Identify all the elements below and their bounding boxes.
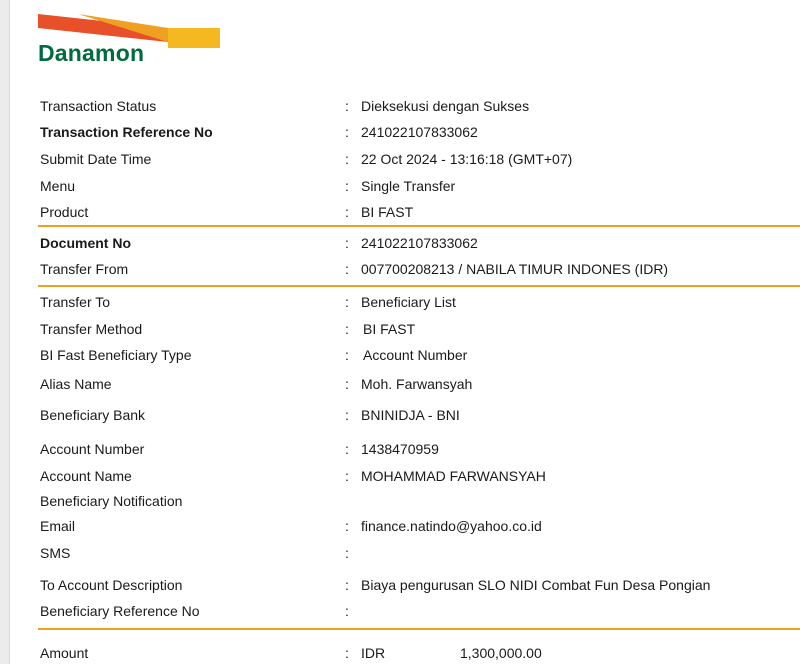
row-label: Submit Date Time (40, 151, 152, 167)
beneficiary-bank-row (40, 404, 800, 426)
row-value: Dieksekusi dengan Sukses (361, 98, 530, 114)
row-separator: : (345, 98, 349, 114)
row-label: Transfer Method (40, 321, 143, 337)
row-separator: : (345, 261, 349, 277)
row-separator: : (345, 204, 349, 220)
transaction-status-row (40, 95, 800, 117)
account-name-row (40, 465, 800, 487)
transaction-reference-row (40, 121, 800, 143)
row-value: 22 Oct 2024 - 13:16:18 (GMT+07) (361, 151, 573, 167)
row-label: Account Number (40, 441, 145, 457)
row-label: Email (40, 518, 76, 534)
row-separator: : (345, 545, 349, 561)
row-value: BI FAST (361, 204, 414, 220)
row-separator: : (345, 376, 349, 392)
row-label: Transfer To (40, 294, 111, 310)
row-separator: : (345, 468, 349, 484)
row-label: Document No (40, 235, 131, 251)
row-value: MOHAMMAD FARWANSYAH (361, 468, 546, 484)
row-label: Transaction Reference No (40, 124, 213, 140)
danamon-logo (38, 14, 222, 66)
row-value: 241022107833062 (361, 235, 478, 251)
submit-date-row (40, 148, 800, 170)
row-separator: : (345, 518, 349, 534)
row-value: Beneficiary List (361, 294, 456, 310)
product-row (40, 201, 800, 223)
menu-row (40, 175, 800, 197)
document-no-row (40, 232, 800, 254)
alias-name-row (40, 373, 800, 395)
row-separator: : (345, 294, 349, 310)
section-divider (38, 225, 800, 227)
row-label: Account Name (40, 468, 132, 484)
transfer-method-row (40, 318, 800, 340)
row-value: finance.natindo@yahoo.co.id (361, 518, 542, 534)
row-value: Single Transfer (361, 178, 456, 194)
row-separator: : (345, 441, 349, 457)
row-separator: : (345, 347, 349, 363)
row-label: BI Fast Beneficiary Type (40, 347, 192, 363)
row-label: Beneficiary Notification (40, 493, 183, 509)
transfer-from-row (40, 258, 800, 280)
row-value: 007700208213 / NABILA TIMUR INDONES (IDR) (361, 261, 669, 277)
row-separator: : (345, 151, 349, 167)
to-account-description-row (40, 574, 800, 596)
row-separator: : (345, 603, 349, 619)
amount-label: Amount (40, 645, 89, 661)
row-value: Moh. Farwansyah (361, 376, 473, 392)
row-label: Transfer From (40, 261, 129, 277)
bi-fast-beneficiary-type-row (40, 344, 800, 366)
email-row (40, 515, 800, 537)
row-value: BNINIDJA - BNI (361, 407, 460, 423)
row-label: Beneficiary Reference No (40, 603, 200, 619)
row-value: BI FAST (363, 321, 416, 337)
beneficiary-notification-row (40, 490, 800, 512)
sms-row (40, 542, 800, 564)
row-label: To Account Description (40, 577, 183, 593)
row-label: SMS (40, 545, 71, 561)
row-value: Biaya pengurusan SLO NIDI Combat Fun Desa Pongian (361, 577, 711, 593)
row-value: 1438470959 (361, 441, 439, 457)
row-label: Transaction Status (40, 98, 157, 114)
row-label: Menu (40, 178, 76, 194)
row-separator: : (345, 577, 349, 593)
row-label: Beneficiary Bank (40, 407, 146, 423)
row-value: 241022107833062 (361, 124, 478, 140)
section-divider (38, 628, 800, 630)
row-separator: : (345, 321, 349, 337)
account-number-row (40, 438, 800, 460)
amount-value: 1,300,000.00 (460, 645, 542, 661)
row-separator: : (345, 178, 349, 194)
section-divider (38, 285, 800, 287)
amount-currency: IDR (361, 645, 386, 661)
row-label: Alias Name (40, 376, 112, 392)
transfer-to-row (40, 291, 800, 313)
logo-wordmark: Danamon (38, 40, 145, 66)
beneficiary-reference-row (40, 600, 800, 622)
row-value: Account Number (363, 347, 468, 363)
row-label: Product (40, 204, 89, 220)
page-left-edge (0, 0, 10, 664)
amount-row (40, 642, 800, 664)
row-separator: : (345, 407, 349, 423)
row-separator: : (345, 124, 349, 140)
row-separator: : (345, 645, 349, 661)
row-separator: : (345, 235, 349, 251)
